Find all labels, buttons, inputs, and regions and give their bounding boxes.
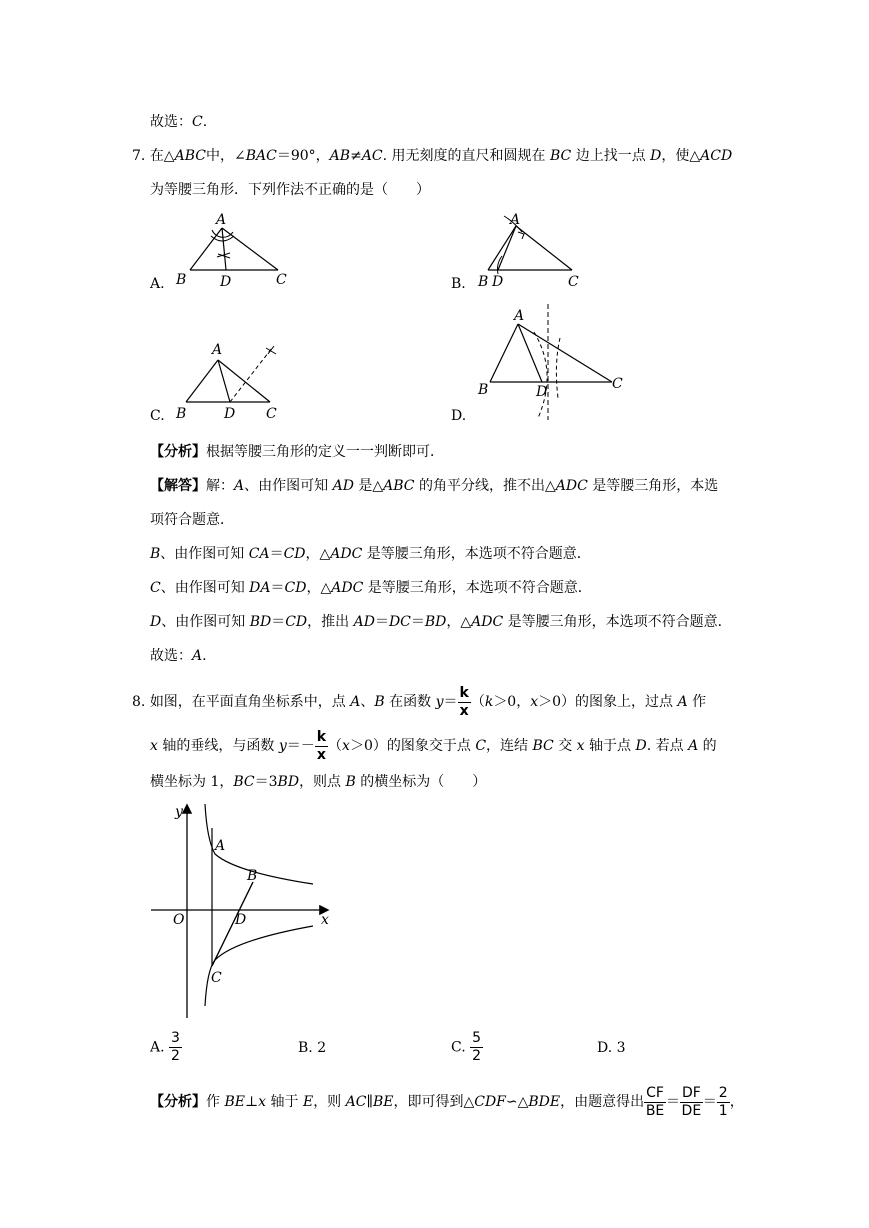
point-label-d: D [224, 406, 236, 422]
math-var: BD [424, 614, 447, 630]
fraction-denominator: DE [681, 1102, 702, 1119]
fraction-numerator: 3 [171, 1030, 180, 1046]
text: ∥ [366, 1094, 373, 1110]
q8-analysis [150, 1082, 744, 1122]
point-label-c: C [612, 376, 623, 392]
text: 如图，在平面直角坐标系中，点 [149, 694, 351, 710]
point-label-a: A [514, 308, 525, 324]
fraction-numerator: k [459, 684, 469, 701]
text: 是等腰三角形，本选项不符合题意． [503, 614, 732, 630]
arc-cross-mark [217, 253, 230, 258]
text: ，△ [306, 580, 332, 596]
point-label-b: B [176, 272, 187, 288]
text: ，推出 [307, 614, 354, 630]
axis-label-x: x [321, 912, 329, 928]
math-var: DA [249, 580, 271, 596]
text: ，△ [305, 546, 331, 562]
segment-ac [518, 324, 612, 382]
text: ＝ [270, 580, 285, 596]
text: 中，∠ [205, 148, 246, 164]
math-var: B [150, 546, 161, 562]
q7-answer [150, 646, 207, 666]
fraction-k-over-x [458, 685, 471, 720]
point-label-a: A [215, 838, 226, 854]
fraction-k-over-x [315, 729, 328, 764]
text: 横坐标为 1， [150, 774, 234, 790]
analysis-text: 根据等腰三角形的定义一一判断即可． [206, 444, 444, 460]
prev-answer-line [150, 112, 207, 132]
point-label-b: B [478, 274, 489, 290]
math-var: CD [283, 546, 306, 562]
text: 的横坐标为（ ） [355, 774, 487, 790]
q7-analysis [150, 442, 444, 462]
math-var: BD [249, 614, 272, 630]
q7-solution-a-line2: 项符合题意． [150, 512, 234, 528]
text: 、 [360, 694, 375, 710]
text: 的角平分线，推不出△ [414, 478, 556, 494]
math-var: ABC [383, 478, 415, 494]
point-label-b: B [247, 868, 258, 884]
text: 是等腰三角形，本选项不符合题意． [363, 580, 592, 596]
text: ＝ [269, 546, 284, 562]
text: 是等腰三角形，本选 [587, 478, 719, 494]
option-label: D. [597, 1040, 613, 1056]
option-value: 2 [317, 1040, 327, 1056]
point-label-a: A [216, 212, 227, 228]
punct: . [202, 648, 207, 664]
fraction-denominator: 1 [718, 1102, 728, 1119]
text: ，则点 [299, 774, 346, 790]
text: 、由作图可知 [160, 580, 250, 596]
text: 交 [553, 738, 577, 754]
fraction-numerator: DF [681, 1084, 701, 1101]
text: ∽△ [505, 1094, 529, 1110]
q7-solution-c [150, 578, 592, 598]
math-var: BAC [245, 148, 277, 164]
math-var: A [688, 738, 699, 754]
point-label-c: C [568, 274, 579, 290]
math-var: CD [285, 614, 308, 630]
text: ，即可得到△ [393, 1094, 475, 1110]
option-label: B. [298, 1040, 313, 1056]
arc-cross-mark [266, 346, 276, 354]
option-label: C. [451, 1039, 466, 1056]
fraction-numerator: CF [646, 1084, 664, 1101]
math-var: ADC [555, 478, 588, 494]
math-var: D [650, 148, 662, 164]
math-var: ADC [330, 546, 363, 562]
question-number: 7. [132, 148, 146, 164]
text: 作 [206, 1094, 225, 1110]
math-var: D [150, 614, 162, 630]
curve-neg-k-over-x [205, 926, 313, 1006]
q7-stem-line1 [132, 146, 732, 166]
right-angle-mark [518, 232, 524, 239]
fraction-denominator: 2 [171, 1048, 180, 1064]
q7-solution-b [150, 544, 591, 564]
segment-ab [488, 226, 516, 270]
q7-solution-a-line1 [150, 476, 718, 496]
text: ＝ [702, 1094, 717, 1110]
text: 边上找一点 [571, 148, 651, 164]
text: 轴于点 [584, 738, 636, 754]
text: ，由题意得出 [560, 1094, 645, 1110]
text: ，则 [313, 1094, 346, 1110]
point-label-d: D [235, 912, 247, 928]
math-var: DC [388, 614, 411, 630]
text: 解： [206, 478, 234, 494]
fraction-denominator: BE [645, 1102, 665, 1119]
math-var: AD [353, 614, 375, 630]
question-number: 8. [132, 694, 146, 710]
text: 是等腰三角形，本选项不符合题意． [362, 546, 591, 562]
q8-stem-line1 [132, 682, 706, 722]
math-var: D [635, 738, 647, 754]
math-var: x [576, 738, 585, 754]
q7-option-d-label: D. [451, 408, 467, 424]
solution-tag: 【解答】 [150, 478, 206, 494]
point-label-c: C [276, 272, 287, 288]
point-label-b: B [478, 382, 489, 398]
math-var: BE [224, 1094, 245, 1110]
point-label-d: D [220, 274, 232, 290]
arc-dashed [556, 338, 560, 398]
segment-cb [212, 882, 253, 966]
fraction-df-over-de [680, 1085, 703, 1120]
text: ＝90°， [276, 148, 330, 164]
segment-ab [490, 324, 518, 382]
text: ＝ [410, 614, 425, 630]
q7-solution-d [150, 612, 732, 632]
math-var: AC [345, 1094, 367, 1110]
text: ， [729, 1094, 744, 1110]
math-var: BE [372, 1094, 394, 1110]
math-var: x [342, 738, 350, 754]
math-var: k [484, 694, 494, 710]
math-var: x [530, 694, 539, 710]
text: 作 [687, 694, 707, 710]
segment-ad [518, 324, 542, 382]
math-var: y [278, 738, 287, 754]
answer-prefix: 故选： [150, 114, 192, 130]
math-var: E [302, 1094, 314, 1110]
q8-stem-line2 [150, 726, 717, 766]
text: ，使△ [661, 148, 701, 164]
q7-option-a-figure [172, 212, 302, 292]
q7-option-b-figure [474, 212, 604, 292]
axis-label-y: y [175, 804, 183, 820]
segment-ac [516, 226, 572, 270]
text: 在△ [149, 148, 175, 164]
text: ＝ [271, 614, 286, 630]
math-var: CD [284, 580, 307, 596]
fraction-numerator: k [316, 728, 327, 745]
segment-ab [186, 360, 218, 402]
text: . 用无刻度的直尺和圆规在 [382, 148, 550, 164]
math-var: A [677, 694, 688, 710]
q8-coordinate-graph [145, 800, 345, 1022]
fraction-numerator: 2 [718, 1084, 728, 1101]
answer-choice: A [192, 648, 203, 664]
text: 轴于 [266, 1094, 303, 1110]
text: （ [328, 738, 343, 754]
fraction-denominator: x [459, 702, 469, 719]
text: ⊥ [244, 1094, 259, 1110]
point-label-b: B [176, 406, 187, 422]
math-var: A [350, 694, 361, 710]
text: . 若点 [646, 738, 689, 754]
math-var: ADC [331, 580, 364, 596]
q8-stem-line3 [150, 772, 486, 792]
segment-ab [190, 228, 222, 270]
math-var: BC [549, 148, 572, 164]
point-label-d: D [492, 274, 504, 290]
segment-ad [218, 360, 230, 402]
analysis-tag: 【分析】 [150, 1094, 206, 1110]
q7-option-b-label: B. [451, 276, 466, 292]
math-var: AD [332, 478, 354, 494]
point-label-c: C [211, 970, 222, 986]
arc-dashed [534, 332, 547, 418]
math-var: BC [233, 774, 255, 790]
math-var: AC [361, 148, 383, 164]
text: 、由作图可知 [244, 478, 333, 494]
text: ＞0）的图象交于点 [349, 738, 476, 754]
segment-ac [218, 360, 270, 402]
segment-ad [498, 226, 516, 270]
analysis-tag: 【分析】 [150, 444, 206, 460]
segment-ad [222, 228, 226, 270]
text: 、由作图可知 [160, 546, 249, 562]
text: 在函数 [384, 694, 436, 710]
q7-option-c-label: C. [150, 408, 165, 424]
text: 轴的垂线，与函数 [157, 738, 279, 754]
text: ＝－ [286, 738, 315, 754]
text: ，连结 [486, 738, 533, 754]
fraction-3-over-2 [169, 1030, 182, 1065]
text: 的 [698, 738, 717, 754]
math-var: x [150, 738, 158, 754]
fraction-denominator: 2 [472, 1048, 482, 1064]
math-var: x [258, 1094, 267, 1110]
math-var: C [475, 738, 487, 754]
math-var: CDF [474, 1094, 506, 1110]
text: （ [470, 694, 485, 710]
text: ≠ [350, 148, 362, 164]
q8-option-d [597, 1040, 626, 1056]
math-var: BC [532, 738, 554, 754]
text: ＝ [374, 614, 389, 630]
text: ＞0， [493, 694, 531, 710]
math-var: A [234, 478, 245, 494]
math-var: C [150, 580, 161, 596]
math-var: B [374, 694, 385, 710]
option-value: 3 [616, 1040, 626, 1056]
math-var: BDE [528, 1094, 561, 1110]
q8-option-c [451, 1030, 483, 1065]
math-var: BD [277, 774, 300, 790]
point-label-a: A [212, 342, 223, 358]
math-var: B [345, 774, 356, 790]
fraction-2-over-1 [717, 1085, 730, 1120]
text: ＝ [665, 1094, 680, 1110]
point-label-c: C [266, 406, 277, 422]
point-label-d: D [536, 384, 548, 400]
q7-option-d-figure [474, 302, 634, 424]
math-var: y [435, 694, 444, 710]
text: ＝3 [254, 774, 278, 790]
math-var: ACD [700, 148, 733, 164]
origin-label: O [173, 912, 185, 928]
fraction-denominator: x [316, 746, 326, 763]
text: ＞0）的图象上，过点 [538, 694, 678, 710]
math-var: AB [329, 148, 351, 164]
q7-stem-line2: 为等腰三角形．下列作法不正确的是（ ） [150, 182, 430, 198]
point-label-a: A [510, 212, 521, 228]
text: ＝ [443, 694, 458, 710]
q7-option-a-label: A. [150, 276, 165, 292]
q7-option-c-figure [172, 338, 292, 422]
answer-prefix: 故选： [150, 648, 192, 664]
text: 、由作图可知 [161, 614, 250, 630]
text: ，△ [446, 614, 472, 630]
math-var: CA [248, 546, 270, 562]
text: 是△ [353, 478, 384, 494]
punct: . [202, 114, 208, 130]
fraction-5-over-2 [470, 1030, 483, 1065]
answer-choice: C [192, 114, 203, 130]
q8-option-a [150, 1030, 182, 1065]
option-label: A. [150, 1039, 165, 1056]
math-var: ABC [174, 148, 206, 164]
fraction-numerator: 5 [472, 1030, 482, 1046]
q8-option-b [298, 1040, 326, 1056]
math-var: ADC [471, 614, 504, 630]
fraction-cf-over-be [644, 1085, 666, 1120]
